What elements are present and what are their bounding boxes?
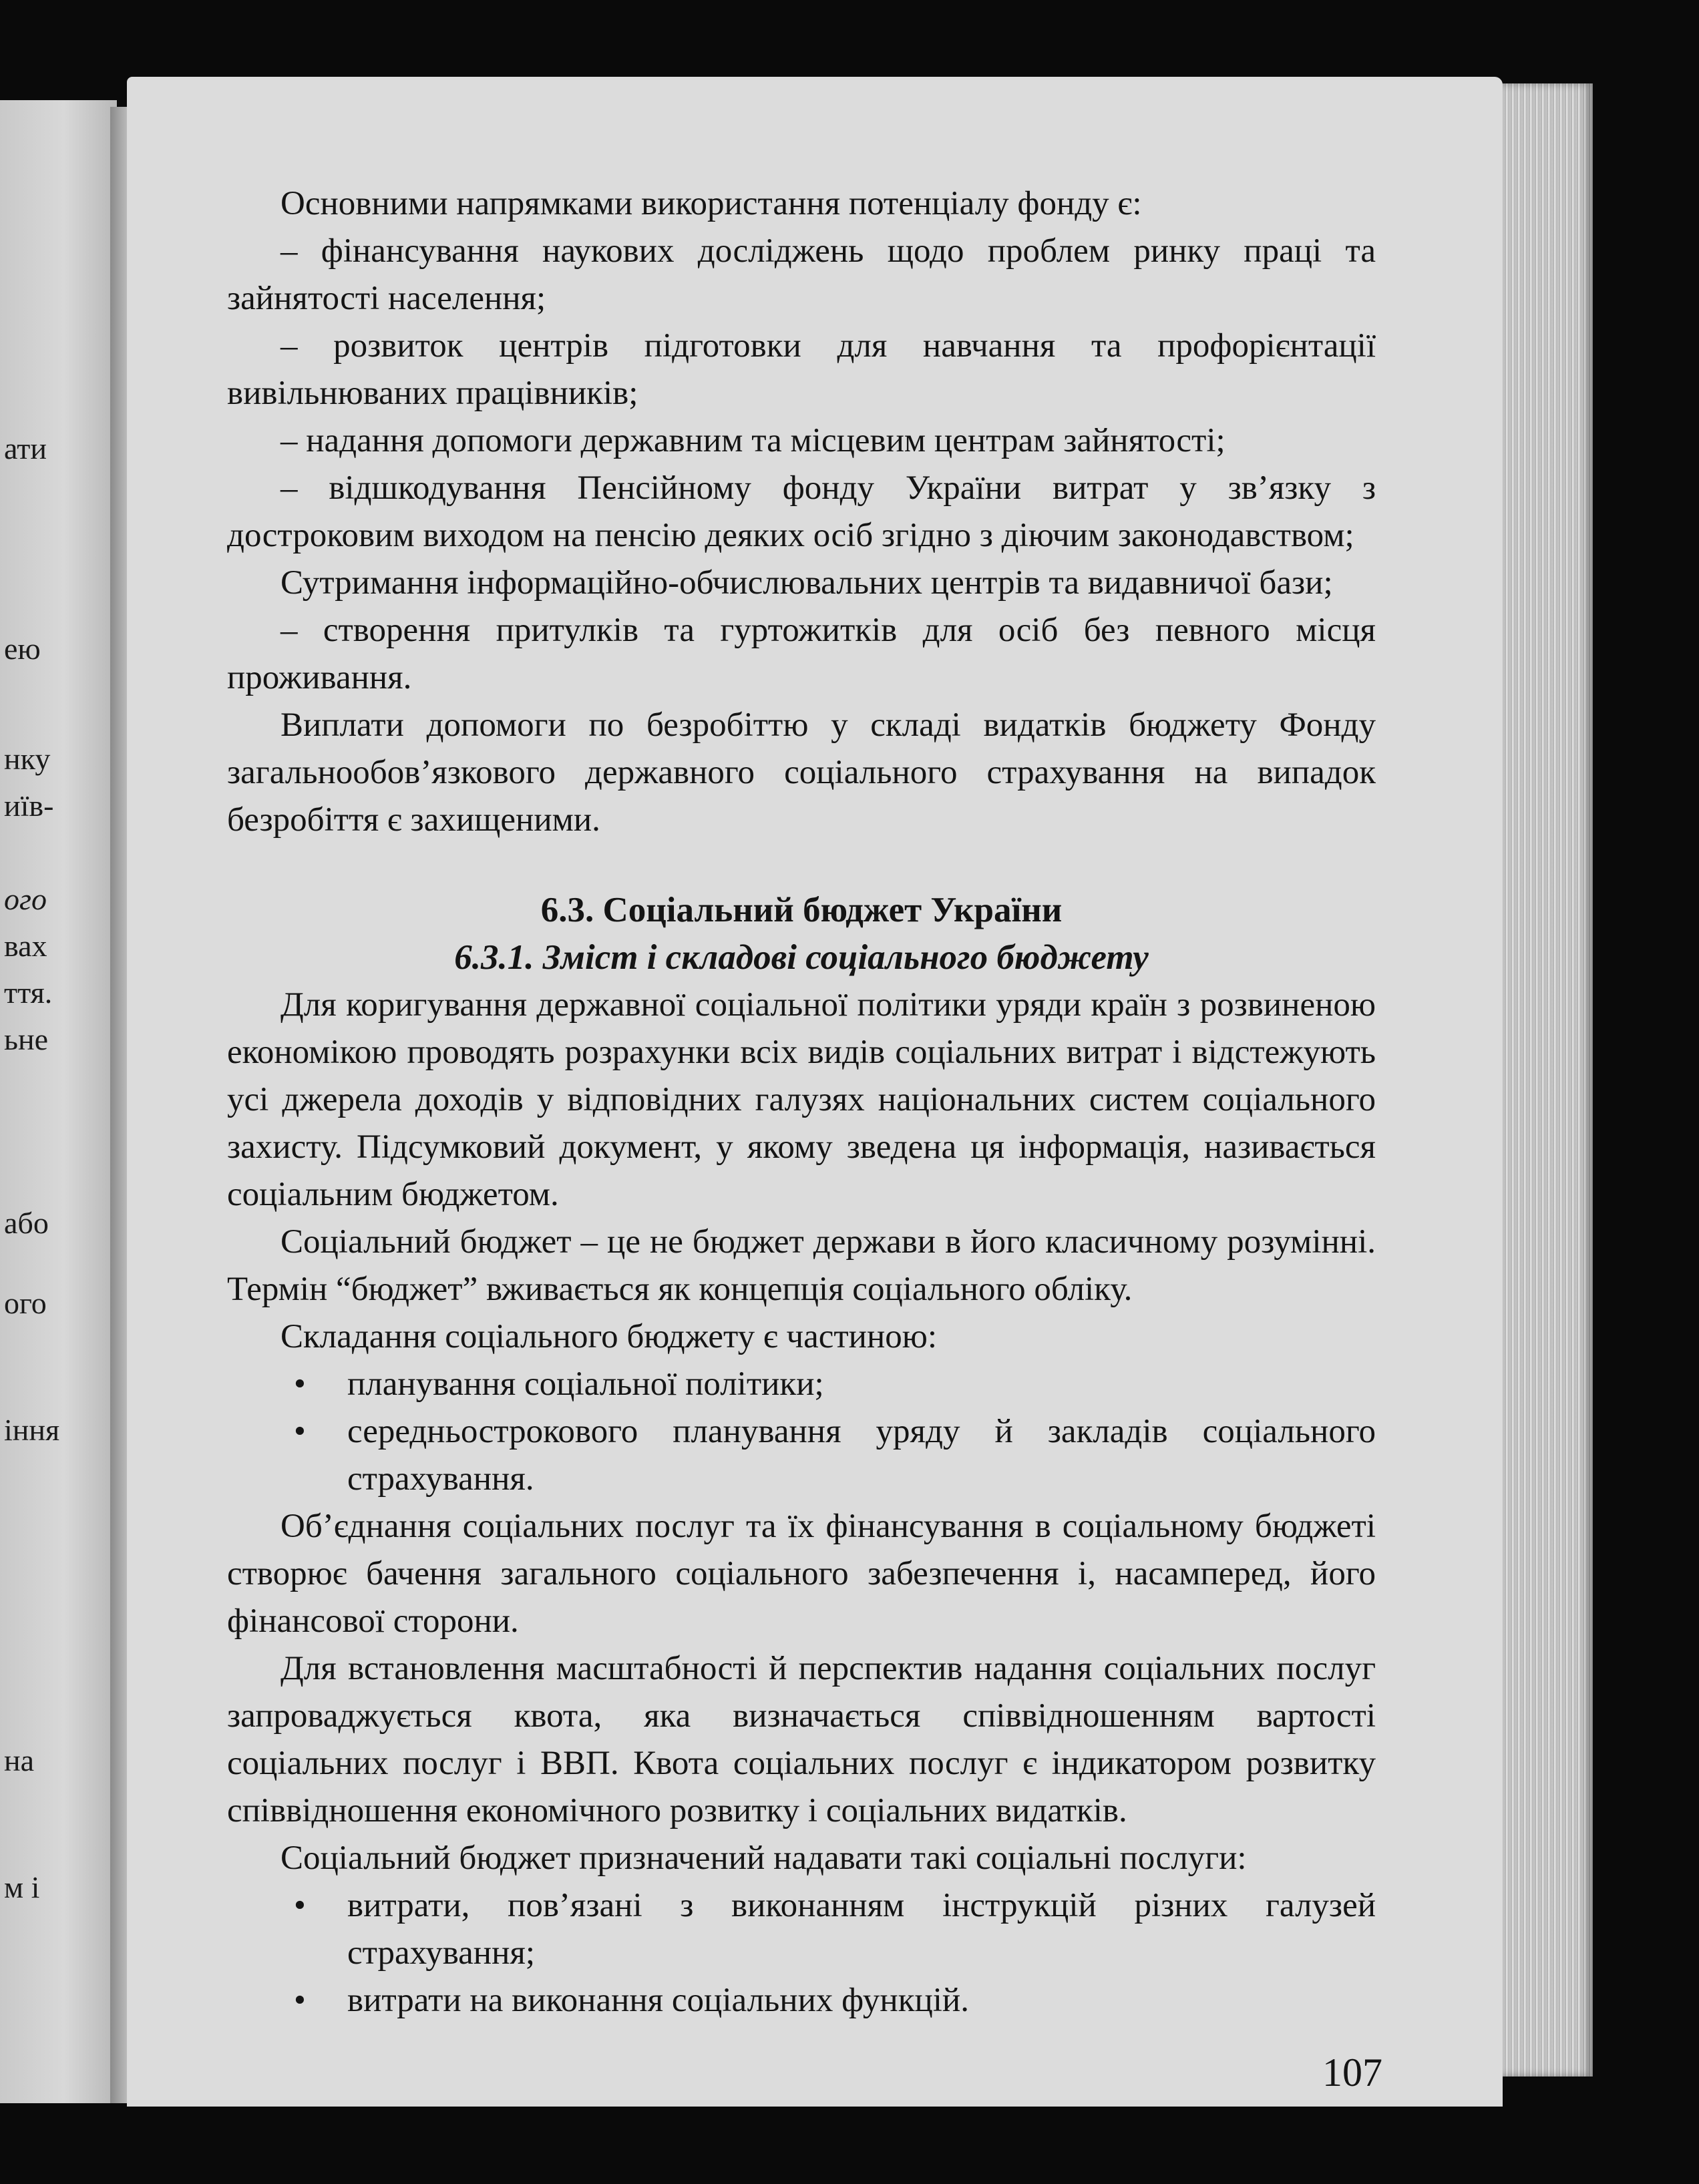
paragraph: – фінансування наукових досліджень щодо проблем ринку праці та зайнятості населення; <box>227 232 1376 317</box>
left-page-fragment: ьне <box>4 1022 49 1056</box>
list-item <box>227 1408 1376 1503</box>
list-item <box>227 1882 1376 1977</box>
bullet-icon: • <box>294 1413 306 1450</box>
left-page <box>0 100 117 2103</box>
bullet-icon: • <box>294 1982 306 2019</box>
paragraph: Соціальний бюджет – це не бюджет держави в його класичному розумінні. Термін “бюджет” вживається як концепція соціального обліку. <box>227 1223 1376 1308</box>
page-text <box>227 180 1376 2024</box>
left-page-fragment: іння <box>4 1413 60 1447</box>
left-page-fragment: ого <box>4 882 47 916</box>
subsection-heading: 6.3.1. Зміст і складові соціального бюджету <box>454 938 1149 977</box>
paragraph: Соціальний бюджет призначений надавати такі соціальні послуги: <box>280 1839 1247 1877</box>
left-page-fragment: м і <box>4 1870 40 1904</box>
left-page-fragment: ття. <box>4 975 53 1010</box>
list-item <box>227 1361 1376 1408</box>
paragraph: Для коригування державної соціальної політики уряди країн з розвиненою економікою проводять розрахунки всіх видів соціальних витрат і відстежують усі джерела доходів у відповідних галузях національних систем соціального захисту. Підсумковий документ, у якому зведена ця інформація, називається соціальним бюджетом. <box>227 986 1376 1213</box>
left-page-fragment: ого <box>4 1286 47 1320</box>
bullet-icon: • <box>294 1365 306 1403</box>
paragraph: Виплати допомоги по безробіттю у складі видатків бюджету Фонду загальнообов’язкового державного соціального страхування на випадок безробіття є захищеними. <box>227 706 1376 839</box>
paragraph: Основними напрямками використання потенціалу фонду є: <box>280 185 1142 222</box>
paragraph: Складання соціального бюджету є частиною: <box>280 1318 938 1355</box>
section-heading: 6.3. Соціальний бюджет України <box>540 891 1063 929</box>
bullet-icon: • <box>294 1887 306 1924</box>
list-item-text: витрати, пов’язані з виконанням інструкцій різних галузей страхування; <box>347 1887 1376 1972</box>
paragraph: Для встановлення масштабності й перспектив надання соціальних послуг запроваджується квота, яка визначається співвідношенням вартості соціальних послуг і ВВП. Квота соціальних послуг є індикатором розвитку співвідношення економічного розвитку і соціальних видатків. <box>227 1650 1376 1829</box>
list-item-text: планування соціальної політики; <box>347 1365 824 1403</box>
list-item <box>227 1977 1376 2024</box>
page-number: 107 <box>1322 2050 1382 2095</box>
left-page-fragment: нку <box>4 742 51 776</box>
left-page-fragment: на <box>4 1743 35 1777</box>
left-page-fragment: ею <box>4 632 41 666</box>
paragraph: – створення притулків та гуртожитків для осіб без певного місця проживання. <box>227 612 1376 696</box>
left-page-fragment: або <box>4 1206 49 1240</box>
paragraph: – відшкодування Пенсійному фонду України витрат у зв’язку з достроковим виходом на пенсію деяких осіб згідно з діючим законодавством; <box>227 469 1376 554</box>
list-item-text: середньострокового планування уряду й закладів соціального страхування. <box>347 1413 1376 1498</box>
left-page-fragment: иїв- <box>4 789 54 823</box>
paragraph: Сутримання інформаційно-обчислювальних центрів та видавничої бази; <box>280 564 1333 602</box>
paragraph: Об’єднання соціальних послуг та їх фінансування в соціальному бюджеті створює бачення загального соціального забезпечення і, насамперед, його фінансової сторони. <box>227 1508 1376 1640</box>
left-page-fragment: ати <box>4 431 47 465</box>
right-page <box>127 77 1503 2107</box>
paragraph: – надання допомоги державним та місцевим центрам зайнятості; <box>280 422 1225 459</box>
list-item-text: витрати на виконання соціальних функцій. <box>347 1982 969 2019</box>
page-edges <box>1493 83 1593 2077</box>
paragraph: – розвиток центрів підготовки для навчання та профорієнтації вивільнюваних працівників; <box>227 327 1376 412</box>
left-page-fragment: вах <box>4 929 47 963</box>
